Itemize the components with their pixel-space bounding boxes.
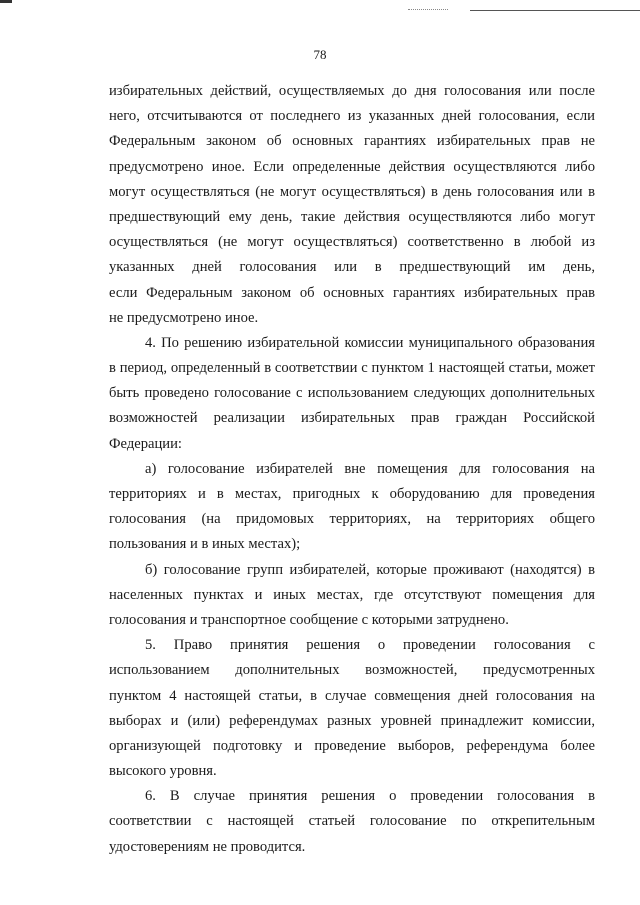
text-line: выборах и (или) референдумах разных уровней принадлежит комиссии, bbox=[109, 712, 595, 729]
scan-dotted-mark bbox=[408, 9, 448, 12]
text-line: голосования (на придомовых территориях, на территориях общего bbox=[109, 511, 595, 528]
text-line: 6. В случае принятия решения о проведении голосования в bbox=[145, 788, 595, 805]
text-line: территориях и в местах, пригодных к оборудованию для проведения bbox=[109, 486, 595, 502]
text-line: быть проведено голосование с использованием следующих дополнительных bbox=[109, 385, 595, 402]
page-number: 78 bbox=[313, 47, 327, 62]
text-line: а) голосование избирателей вне помещения для голосования на bbox=[145, 460, 595, 477]
text-line: если Федеральным законом об основных гарантиях избирательных прав bbox=[109, 284, 595, 301]
text-line: удостоверениям не проводится. bbox=[109, 838, 306, 855]
paragraph-item-5 bbox=[109, 633, 595, 784]
text-line: 5. Право принятия решения о проведении голосования с bbox=[145, 637, 595, 654]
text-line: могут осуществляться (не могут осуществляться) в день голосования или в bbox=[109, 183, 595, 200]
scan-edge-mark bbox=[0, 0, 12, 3]
paragraph-item-4 bbox=[109, 331, 595, 457]
text-line: него, отсчитываются от последнего из указанных дней голосования, если bbox=[109, 108, 595, 125]
text-line: не предусмотрено иное. bbox=[109, 309, 259, 326]
paragraph-item-4a bbox=[109, 457, 595, 558]
paragraph-item-6 bbox=[109, 784, 595, 860]
text-line: предшествующий ему день, такие действия осуществляются либо могут bbox=[109, 208, 595, 225]
text-line: пользования и в иных местах); bbox=[109, 536, 301, 553]
text-line: Федеральным законом об основных гарантиях избирательных прав не bbox=[109, 133, 595, 150]
text-line: осуществляться (не могут осуществляться) соответственно в любой из bbox=[109, 234, 595, 251]
text-line: 4. По решению избирательной комиссии муниципального образования bbox=[145, 334, 595, 351]
text-line: использованием дополнительных возможностей, предусмотренных bbox=[109, 662, 595, 679]
scan-header-line bbox=[470, 10, 640, 11]
text-line: указанных дней голосования или в предшествующий им день, bbox=[109, 259, 595, 276]
text-line: избирательных действий, осуществляемых до дня голосования или после bbox=[109, 83, 595, 99]
paragraph-item-4b bbox=[109, 558, 595, 634]
text-line: населенных пунктах и иных местах, где отсутствуют помещения для bbox=[109, 586, 595, 603]
text-line: Федерации: bbox=[109, 435, 182, 452]
text-line: предусмотрено иное. Если определенные действия осуществляются либо bbox=[109, 158, 595, 175]
document-body bbox=[109, 79, 595, 860]
text-line: голосования и транспортное сообщение с которыми затруднено. bbox=[109, 611, 509, 628]
text-line: пунктом 4 настоящей статьи, в случае совмещения дней голосования на bbox=[109, 687, 595, 704]
text-line: возможностей реализации избирательных прав граждан Российской bbox=[109, 410, 595, 427]
text-line: б) голосование групп избирателей, которые проживают (находятся) в bbox=[145, 561, 595, 578]
text-line: организующей подготовку и проведение выборов, референдума более bbox=[109, 737, 595, 754]
text-line: высокого уровня. bbox=[109, 763, 217, 780]
paragraph-continuation bbox=[109, 79, 595, 331]
text-line: в период, определенный в соответствии с пунктом 1 настоящей статьи, может bbox=[109, 360, 595, 377]
text-line: соответствии с настоящей статьей голосование по открепительным bbox=[109, 813, 595, 830]
